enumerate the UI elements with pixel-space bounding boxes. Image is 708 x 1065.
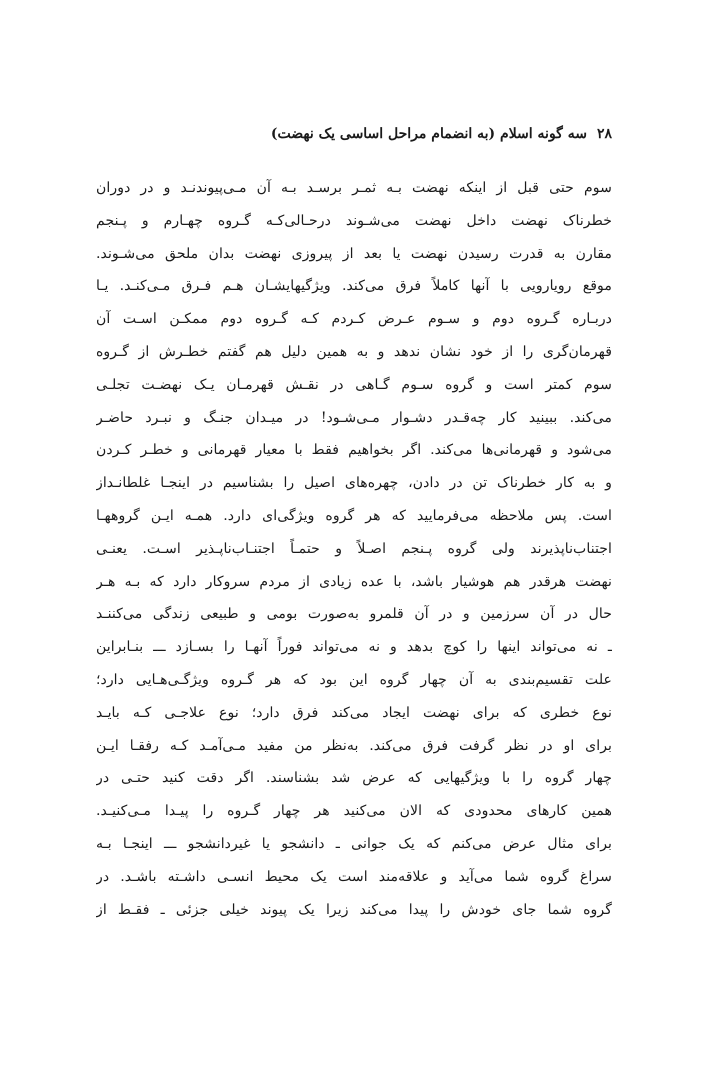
page-number: ۲۸	[596, 126, 612, 142]
text-line: خطرناک نهضت داخل نهضت می‌شـوند درحـالی‌کـه گـروه چهـارم و پـنجم	[96, 212, 612, 229]
text-line: موقع رویارویی با آنها کاملاً فرق می‌کند. ویژگیهایشـان هـم فـرق مـی‌کنـد. یـا	[96, 278, 612, 295]
text-line: مقارن به قدرت رسیدن نهضت یا بعد از پیروزی نهضت بدان ملحق می‌شـوند.	[96, 245, 612, 262]
text-line: نهضت هرقدر هم هوشیار باشد، با عده زیادی از مردم سروکار دارد که بـه هـر	[96, 573, 612, 590]
text-line: همین کارهای محدودی که الان می‌کنید هر چهار گـروه را پیـدا مـی‌کنیـد.	[96, 803, 612, 820]
text-line: می‌کند. ببینید کار چه‌قـدر دشـوار مـی‌شـود! در میـدان جنـگ و نبـرد حاضـر	[96, 409, 612, 426]
text-line: برای مثال عرض می‌کنم که یک جوانی ـ دانشجو یا غیردانشجو ـــ اینجـا بـه	[96, 835, 612, 852]
text-line: اجتناب‌ناپذیرند ولی گروه پـنجم اصـلاً و حتمـاً اجتنـاب‌ناپـذیر اسـت. یعنـی	[96, 540, 612, 557]
text-line: سراغ گروه شما می‌آید و علاقه‌مند است یک محیط انسـی داشـته باشـد. در	[96, 868, 612, 885]
text-line: دربـاره گـروه دوم و سـوم عـرض کـردم کـه گـروه دوم ممکـن اسـت آن	[96, 311, 612, 328]
text-line: سوم حتی قبل از اینکه نهضت بـه ثمـر برسـد بـه آن مـی‌پیوندنـد و در دوران	[96, 180, 612, 196]
text-line: چهار گروه را با ویژگیهایی که عرض شد بشناسند. اگر دقت کنید حتـی در	[96, 770, 612, 787]
text-line: گروه شما جای خودش را پیدا می‌کند زیرا یک پیوند خیلی جزئی ـ فقـط از	[96, 901, 612, 918]
text-line: برای او در نظر گرفت فرق می‌کند. به‌نظر من مفید مـی‌آمـد کـه رفقـا ایـن	[96, 737, 612, 754]
text-line: و به کار خطرناک تن در دادن، چهره‌های اصیل را بشناسیم در اینجـا غلطانـداز	[96, 475, 612, 492]
text-line: علت تقسیم‌بندی به آن چهار گروه این بود که هر گـروه ویژگـی‌هـایی دارد؛	[96, 671, 612, 688]
text-line: است. پس ملاحظه می‌فرمایید که هر گروه ویژگی‌ای دارد. همـه ایـن گروههـا	[96, 507, 612, 524]
page-header	[96, 122, 612, 146]
text-line: سوم کمتر است و گروه سـوم گـاهی در نقـش قهرمـان یـک نهضـت تجلـی	[96, 376, 612, 393]
running-title: سه گونه اسلام (به انضمام مراحل اساسی یک نهضت)	[270, 126, 587, 142]
text-line: ـ نه می‌تواند اینها را کوچ بدهد و نه می‌تواند فوراً آنهـا را بسـازد ـــ بنـابراین	[96, 639, 612, 656]
text-line: قهرمان‌گری را از خود نشان ندهد و به همین دلیل هم گفتم خطـرش از گـروه	[96, 343, 612, 360]
text-line: نوع خطری که برای نهضت ایجاد می‌کند فرق دارد؛ نوع علاجـی کـه بایـد	[96, 704, 612, 721]
text-line: می‌شود و قهرمانی‌ها می‌کند. اگر بخواهیم فقط با معیار قهرمانی و خطـر کـردن	[96, 442, 612, 459]
body-text	[96, 172, 612, 926]
text-line: حال در آن سرزمین و در آن قلمرو به‌صورت بومی و طبیعی زندگی می‌کننـد	[96, 606, 612, 623]
